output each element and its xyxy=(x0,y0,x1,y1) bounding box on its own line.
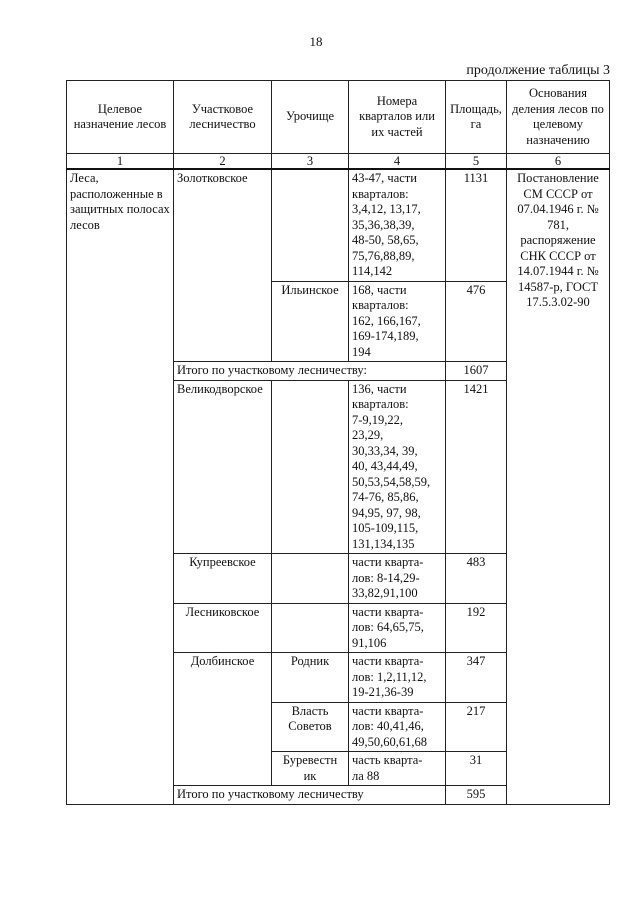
page-number: 18 xyxy=(309,34,323,49)
quarters-cell: 43-47, части кварталов: 3,4,12, 13,17, 35,36,38,39, 48-50, 58,65, 75,76,88,89, 114,142 xyxy=(349,169,446,281)
subtotal-area: 1607 xyxy=(446,362,507,381)
header-quarters: Номера кварталов или их частей xyxy=(349,81,446,154)
tract-cell: Ильинское xyxy=(272,281,349,362)
tract-cell: Буревестн ик xyxy=(272,752,349,786)
tract-cell: Власть Советов xyxy=(272,702,349,752)
column-number: 1 xyxy=(67,154,174,170)
table-header-row xyxy=(67,81,610,154)
forest-purpose-table xyxy=(66,80,610,805)
area-cell: 483 xyxy=(446,554,507,604)
column-number: 2 xyxy=(174,154,272,170)
area-cell: 476 xyxy=(446,281,507,362)
area-cell: 192 xyxy=(446,603,507,653)
forest-purpose-cell: Леса, расположенные в защитных полосах лесов xyxy=(67,169,174,804)
quarters-cell: части кварта- лов: 8-14,29- 33,82,91,100 xyxy=(349,554,446,604)
area-cell: 217 xyxy=(446,702,507,752)
quarters-cell: части кварта- лов: 64,65,75, 91,106 xyxy=(349,603,446,653)
column-number: 6 xyxy=(507,154,610,170)
quarters-cell: 168, части кварталов: 162, 166,167, 169-174,189, 194 xyxy=(349,281,446,362)
column-number: 5 xyxy=(446,154,507,170)
subtotal-area: 595 xyxy=(446,786,507,805)
header-tract: Урочище xyxy=(272,81,349,154)
quarters-cell: части кварта- лов: 1,2,11,12, 19-21,36-39 xyxy=(349,653,446,703)
tract-cell: Родник xyxy=(272,653,349,703)
header-forestry: Участковое лесничество xyxy=(174,81,272,154)
header-purpose: Целевое назначение лесов xyxy=(67,81,174,154)
area-cell: 1421 xyxy=(446,380,507,554)
subtotal-label: Итого по участковому лесничеству: xyxy=(174,362,446,381)
table-continuation-caption: продолжение таблицы 3 xyxy=(466,63,610,78)
forestry-cell: Золотковское xyxy=(174,169,272,362)
subtotal-label: Итого по участковому лесничеству xyxy=(174,786,446,805)
quarters-cell: часть кварта- ла 88 xyxy=(349,752,446,786)
column-number: 4 xyxy=(349,154,446,170)
tract-cell xyxy=(272,169,349,281)
table-row xyxy=(67,169,610,281)
tract-cell xyxy=(272,554,349,604)
forestry-cell: Великодворское xyxy=(174,380,272,554)
tract-cell xyxy=(272,603,349,653)
area-cell: 1131 xyxy=(446,169,507,281)
quarters-cell: части кварта- лов: 40,41,46, 49,50,60,61,68 xyxy=(349,702,446,752)
area-cell: 347 xyxy=(446,653,507,703)
header-basis: Основания деления лесов по целевому назначению xyxy=(507,81,610,154)
quarters-cell: 136, части кварталов: 7-9,19,22, 23,29, 30,33,34, 39, 40, 43,44,49, 50,53,54,58,59, 74-76, 85,86, 94,95, 97, 98, 105-109,115, 131,134,135 xyxy=(349,380,446,554)
tract-cell xyxy=(272,380,349,554)
basis-cell: Постановление СМ СССР от 07.04.1946 г. № 781, распоряжение СНК СССР от 14.07.1944 г. № 14587-р, ГОСТ 17.5.3.02-90 xyxy=(507,169,610,804)
column-number: 3 xyxy=(272,154,349,170)
column-number-row xyxy=(67,154,610,170)
forestry-cell: Лесниковское xyxy=(174,603,272,653)
header-area: Площадь, га xyxy=(446,81,507,154)
forestry-cell: Купреевское xyxy=(174,554,272,604)
area-cell: 31 xyxy=(446,752,507,786)
forestry-cell: Долбинское xyxy=(174,653,272,786)
